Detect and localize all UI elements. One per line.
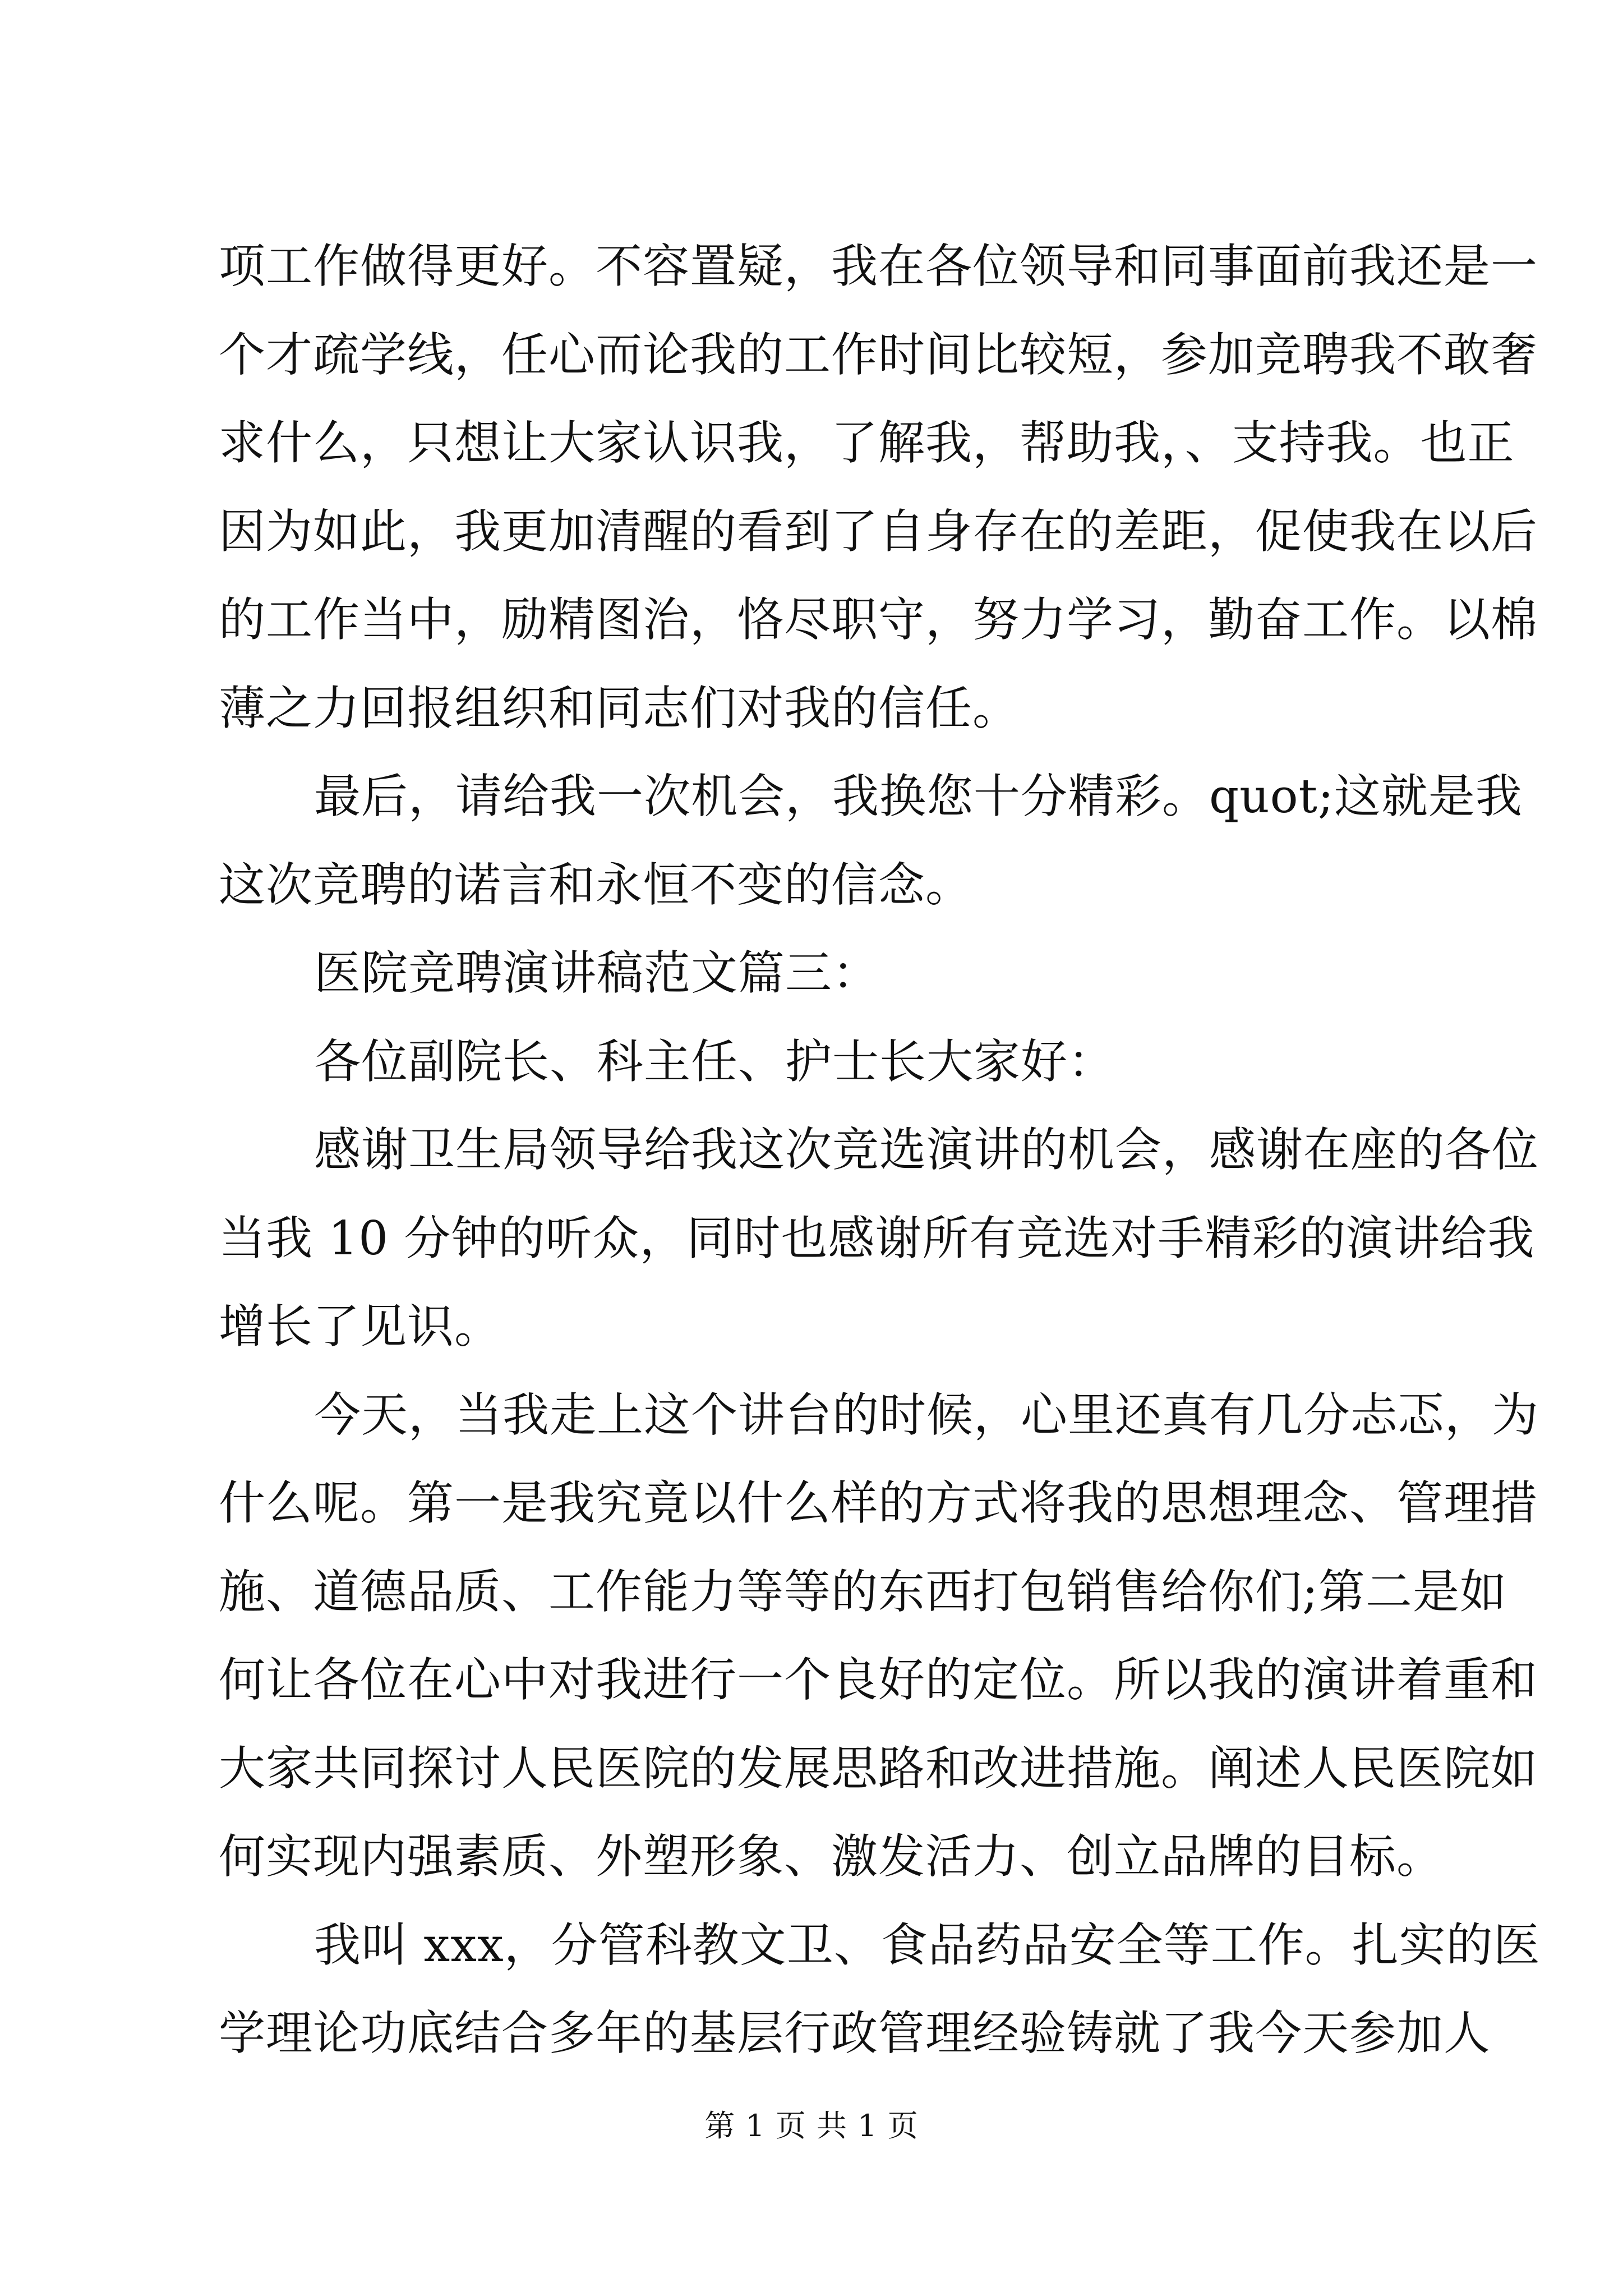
text-line: 何实现内强素质、外塑形象、激发活力、创立品牌的目标。: [219, 1829, 1444, 1884]
text-line: 大家共同探讨人民医院的发展思路和改进措施。阐述人民医院如: [219, 1741, 1538, 1796]
text-line: 我叫 xxx，分管科教文卫、食品药品安全等工作。扎实的医: [314, 1917, 1541, 1972]
page-footer: 第 1 页 共 1 页: [704, 2108, 919, 2143]
text-line: 的工作当中，励精图治，恪尽职守，努力学习，勤奋工作。以棉: [219, 592, 1538, 647]
text-line: 医院竞聘演讲稿范文篇三：: [314, 946, 879, 1000]
text-line: 增长了见识。: [219, 1299, 501, 1354]
text-line: 最后，请给我一次机会，我换您十分精彩。quot;这就是我: [314, 769, 1523, 823]
text-line: 这次竞聘的诺言和永恒不变的信念。: [219, 857, 972, 912]
text-line: 因为如此，我更加清醒的看到了自身存在的差距，促使我在以后: [219, 504, 1538, 559]
text-line: 感谢卫生局领导给我这次竞选演讲的机会，感谢在座的各位: [314, 1122, 1539, 1177]
text-line: 什么呢。第一是我究竟以什么样的方式将我的思想理念、管理措: [219, 1476, 1538, 1530]
text-line: 当我 10 分钟的听众，同时也感谢所有竞选对手精彩的演讲给我: [219, 1211, 1535, 1266]
text-line: 个才疏学线，任心而论我的工作时间比较短，参加竞聘我不敢奢: [219, 327, 1538, 382]
document-body: [219, 222, 1541, 2078]
text-line: 各位副院长、科主任、护士长大家好：: [314, 1034, 1115, 1089]
text-line: 何让各位在心中对我进行一个良好的定位。所以我的演讲着重和: [219, 1653, 1538, 1707]
text-line: 今天，当我走上这个讲台的时候，心里还真有几分忐忑，为: [314, 1387, 1539, 1442]
text-line: 薄之力回报组织和同志们对我的信任。: [219, 680, 1020, 735]
text-line: 施、道德品质、工作能力等等的东西打包销售给你们;第二是如: [219, 1564, 1507, 1619]
text-line: 求什么，只想让大家认识我，了解我，帮助我，、支持我。也正: [219, 416, 1515, 470]
text-line: 项工作做得更好。不容置疑，我在各位领导和同事面前我还是一: [219, 239, 1538, 293]
text-line: 学理论功底结合多年的基层行政管理经验铸就了我今天参加人: [219, 2006, 1491, 2060]
